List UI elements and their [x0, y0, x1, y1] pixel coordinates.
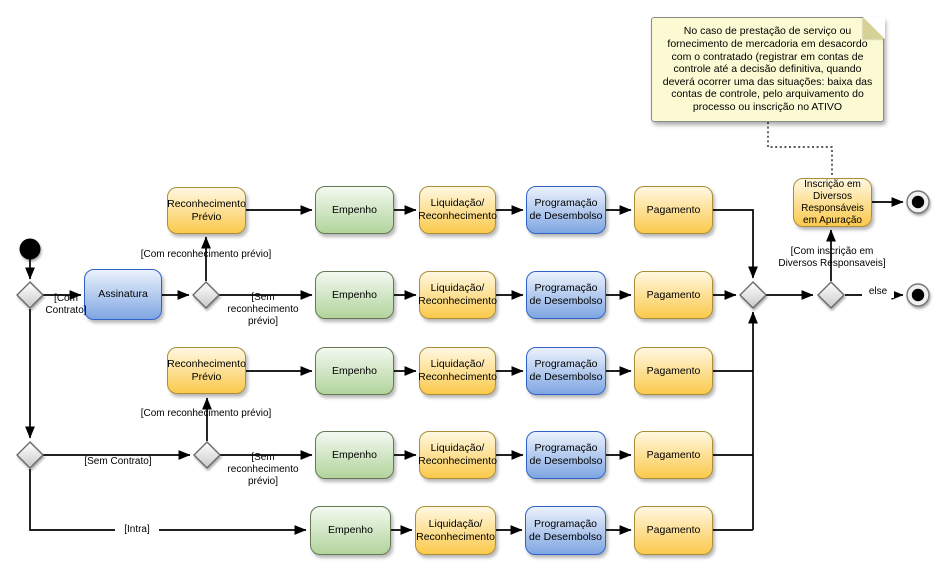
activity-empenho-1: [315, 186, 394, 234]
activity-label: Liquidação/ Reconhecimento: [418, 282, 497, 307]
activity-label: Liquidação/ Reconhecimento: [418, 197, 497, 222]
activity-label: Empenho: [332, 288, 377, 301]
activity-programacao-5: [525, 506, 606, 555]
edge-label-sem-contrato: [Sem Contrato]: [84, 456, 152, 467]
activity-label: Empenho: [328, 524, 373, 537]
note-connector: [768, 122, 832, 175]
activity-pagamento-4: [634, 431, 713, 479]
activity-label: Programação de Desembolso: [529, 282, 603, 307]
edge-label-intra: [Intra]: [115, 524, 159, 536]
activity-empenho-2: [315, 271, 394, 319]
activity-label: Pagamento: [646, 288, 701, 301]
activity-label: Liquidação/ Reconhecimento: [418, 442, 497, 467]
edge-label-sem-rec-previo-2: [Sem reconhecimento prévio]: [227, 452, 299, 487]
start-node: [20, 239, 41, 260]
activity-reconhecimento-previo-1: [167, 187, 246, 234]
sticky-note-text: No caso de prestação de serviço ou fornecimento de mercadoria em desacordo com o contratado (registrar em contas de controle até a decisão definitiva, quando deverá ocorrer uma das situações: baixa das contas de controle, pelo arquivamento do processo ou inscrição no ATIVO: [662, 25, 873, 113]
edge-label-com-contrato: [Com Contrato]: [45, 293, 87, 316]
activity-programacao-4: [526, 431, 606, 479]
final-node-top: [907, 191, 929, 213]
activity-empenho-3: [315, 347, 394, 395]
activity-pagamento-5: [634, 506, 713, 555]
activity-assinatura: [84, 269, 162, 320]
edge-label-else: else: [862, 286, 894, 298]
activity-label: Inscrição em Diversos Responsáveis em Apuração: [801, 178, 864, 226]
decision-sem-contrato: [17, 442, 43, 468]
activity-label: Programação de Desembolso: [529, 197, 603, 222]
activity-label: Pagamento: [646, 524, 701, 537]
activity-label: Pagamento: [646, 203, 701, 216]
edge-label-com-inscricao: [Com inscrição em Diversos Responsaveis]: [778, 246, 886, 269]
activity-liquidacao-2: [419, 271, 496, 319]
edge-pag1-merge: [713, 210, 753, 278]
activity-empenho-5: [310, 506, 391, 555]
activity-programacao-2: [526, 271, 606, 319]
activity-pagamento-2: [634, 271, 713, 319]
activity-empenho-4: [315, 431, 394, 479]
activity-label: Programação de Desembolso: [529, 517, 602, 543]
activity-label: Assinatura: [98, 288, 148, 301]
activity-liquidacao-5: [415, 506, 496, 555]
activity-label: Empenho: [332, 448, 377, 461]
merge-diamond: [740, 282, 766, 308]
activity-label: Empenho: [332, 364, 377, 377]
activity-programacao-3: [526, 347, 606, 395]
activity-label: Pagamento: [646, 364, 701, 377]
edge-label-com-rec-previo-2: [Com reconhecimento prévio]: [140, 408, 272, 419]
activity-label: Reconhecimento Prévio: [167, 357, 246, 383]
activity-liquidacao-1: [419, 186, 496, 234]
activity-label: Programação de Desembolso: [529, 358, 603, 383]
activity-label: Liquidação/ Reconhecimento: [416, 517, 495, 543]
edge-label-sem-rec-previo-1: [Sem reconhecimento prévio]: [227, 292, 299, 327]
activity-label: Empenho: [332, 203, 377, 216]
activity-label: Liquidação/ Reconhecimento: [418, 358, 497, 383]
activity-label: Programação de Desembolso: [529, 442, 603, 467]
activity-label: Reconhecimento Prévio: [167, 197, 246, 223]
activity-liquidacao-4: [419, 431, 496, 479]
decision-inscricao: [818, 282, 844, 308]
activity-pagamento-1: [634, 186, 713, 234]
edge-label-com-rec-previo-1: [Com reconhecimento prévio]: [140, 249, 272, 260]
final-node-bottom: [907, 284, 929, 306]
activity-liquidacao-3: [419, 347, 496, 395]
activity-programacao-1: [526, 186, 606, 234]
activity-reconhecimento-previo-2: [167, 347, 246, 394]
activity-pagamento-3: [634, 347, 713, 395]
activity-label: Pagamento: [646, 448, 701, 461]
activity-inscricao-diversos: [793, 178, 872, 227]
sticky-note: [651, 17, 884, 122]
